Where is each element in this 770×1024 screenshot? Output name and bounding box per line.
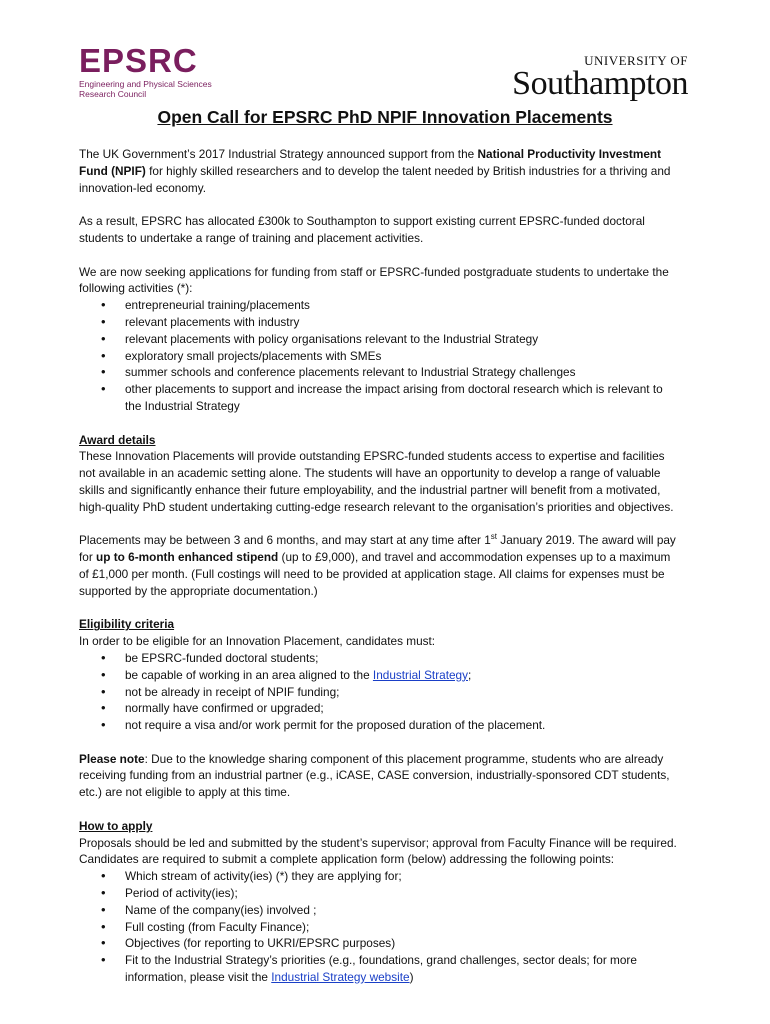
southampton-logo-name: Southampton xyxy=(512,65,688,102)
award-paragraph-1: These Innovation Placements will provide outstanding EPSRC-funded students access to expertise and facilities not available in an academic setting alone. The students will have an opportunity to develop a range of valuable skills and significantly enhance their future employability, and the industrial partner will benefit from a motivated, high-quality PhD student undertaking cutting-edge research relevant to the organisation’s priorities and objectives. xyxy=(79,449,674,514)
list-item: • relevant placements with industry xyxy=(79,314,679,331)
eligibility-heading: Eligibility criteria xyxy=(79,617,175,632)
list-item: • be EPSRC-funded doctoral students; xyxy=(79,650,679,667)
page-title: Open Call for EPSRC PhD NPIF Innovation Placements xyxy=(157,107,613,127)
apply-intro: Proposals should be led and submitted by the student’s supervisor; approval from Faculty Finance will be required. Candidates are required to submit a complete application form (below) addressing the following points: xyxy=(79,835,677,867)
list-item: • exploratory small projects/placements with SMEs xyxy=(79,348,679,365)
list-item: • Fit to the Industrial Strategy’s priorities (e.g., foundations, grand challenges, sector deals; for more information, please visit the Industrial Strategy website) xyxy=(79,952,679,986)
apply-list xyxy=(79,868,679,986)
list-item: • relevant placements with policy organisations relevant to the Industrial Strategy xyxy=(79,331,679,348)
eligibility-list xyxy=(79,650,679,734)
list-item: • Period of activity(ies); xyxy=(79,885,679,902)
list-item: • entrepreneurial training/placements xyxy=(79,297,679,314)
southampton-logo-top: UNIVERSITY OF xyxy=(584,53,688,68)
list-item: • normally have confirmed or upgraded; xyxy=(79,700,679,717)
intro-paragraph-3: We are now seeking applications for funding from staff or EPSRC-funded postgraduate students to undertake the following activities (*): xyxy=(79,264,669,296)
list-item: • not be already in receipt of NPIF funding; xyxy=(79,684,679,701)
southampton-logo xyxy=(512,54,688,101)
list-item: • Which stream of activity(ies) (*) they are applying for; xyxy=(79,868,679,885)
list-item: • Name of the company(ies) involved ; xyxy=(79,902,679,919)
industrial-strategy-link[interactable]: Industrial Strategy xyxy=(372,667,468,682)
award-paragraph-2: Placements may be between 3 and 6 months, and may start at any time after 1st January 2019. The award will pay for up to 6-month enhanced stipend (up to £9,000), and travel and accommodation expenses up to a maximum of £1,000 per month. (Full costings will need to be provided at application stage. All claims for expenses must be supported by the appropriate documentation.) xyxy=(79,532,676,598)
epsrc-logo-mark: EPSRC xyxy=(79,42,198,79)
intro-paragraph-1: The UK Government’s 2017 Industrial Strategy announced support from the National Productivity Investment Fund (NPIF) for highly skilled researchers and to develop the talent needed by British industries for a thriving and innovation-led economy. xyxy=(79,147,671,195)
activities-list xyxy=(79,297,679,415)
epsrc-logo-subtitle: Engineering and Physical Sciences Research Council xyxy=(79,79,212,99)
eligibility-intro: In order to be eligible for an Innovation Placement, candidates must: xyxy=(79,634,436,649)
list-item: • other placements to support and increase the impact arising from doctoral research which is relevant to the Industrial Strategy xyxy=(79,381,679,415)
list-item: • not require a visa and/or work permit for the proposed duration of the placement. xyxy=(79,717,679,734)
intro-paragraph-2: As a result, EPSRC has allocated £300k to Southampton to support existing current EPSRC-funded doctoral students to undertake a range of training and placement activities. xyxy=(79,214,645,245)
award-heading: Award details xyxy=(79,432,156,447)
industrial-strategy-website-link[interactable]: Industrial Strategy website xyxy=(271,970,410,985)
list-item: • summer schools and conference placements relevant to Industrial Strategy challenges xyxy=(79,364,679,381)
apply-heading: How to apply xyxy=(79,818,153,833)
epsrc-logo xyxy=(79,44,212,99)
list-item: • Full costing (from Faculty Finance); xyxy=(79,919,679,936)
list-item: • Objectives (for reporting to UKRI/EPSRC purposes) xyxy=(79,935,679,952)
please-note-paragraph: Please note: Due to the knowledge sharing component of this placement programme, students who are already receiving funding from an industrial partner (e.g., iCASE, CASE conversion, industrially-sponsored CDT students, etc.) are not eligible to apply at this time. xyxy=(79,751,670,800)
document-body xyxy=(79,146,679,986)
list-item: • be capable of working in an area aligned to the Industrial Strategy; xyxy=(79,667,679,684)
